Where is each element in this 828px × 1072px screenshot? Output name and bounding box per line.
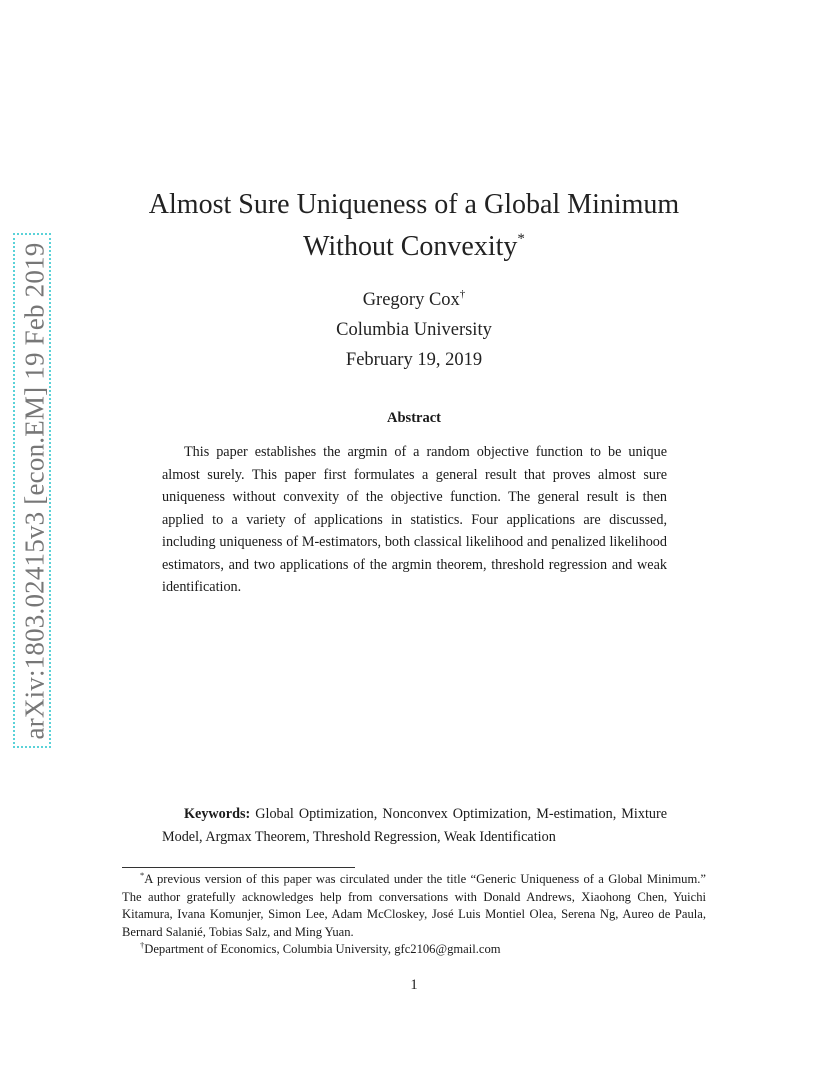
arxiv-identifier: arXiv:1803.02415v3 [econ.EM] 19 Feb 2019 [19,242,50,740]
keywords [162,803,667,848]
footnote-1-mark: * [140,870,145,880]
title-footnote-mark: * [517,231,525,247]
abstract-heading: Abstract [387,410,441,426]
author-name-line [150,285,678,315]
page-number: 1 [410,977,418,993]
author-block [150,285,678,375]
footnote-1 [122,871,706,941]
author-footnote-mark: † [459,288,466,300]
footnote-1-text: A previous version of this paper was circulated under the title “Generic Uniqueness of a Global Minimum.” The author gratefully acknowledges help from conversations with Donald Andrews, Xiaohong Chen, Yuichi Kitamura, Ivana Komunjer, Simon Lee, Adam McCloskey, José Luis Montiel Olea, Serena Ng, Aureo de Paula, Bernard Salanié, Tobias Salz, and Ming Yuan. [122,872,706,939]
footnote-rule [122,867,355,868]
title-line-1: Almost Sure Uniqueness of a Global Minimum [148,189,680,220]
footnotes [122,871,706,959]
footnote-2-mark: † [140,940,145,950]
footnote-2-text: Department of Economics, Columbia University, gfc2106@gmail.com [144,942,501,956]
keywords-text: Global Optimization, Nonconvex Optimization, M-estimation, Mixture Model, Argmax Theorem, Threshold Regression, Weak Identification [162,806,667,845]
title-line-2: Without Convexity [303,231,518,262]
author-name: Gregory Cox [362,290,460,310]
keywords-label: Keywords: [184,806,251,822]
paper-title [100,184,728,268]
paper-date: February 19, 2019 [345,350,483,370]
author-affiliation: Columbia University [336,320,492,340]
abstract-text: This paper establishes the argmin of a random objective function to be unique almost surely. This paper first formulates a general result that proves almost sure uniqueness without convexity of the objective function. The general result is then applied to a variety of applications in statistics. Four applications are discussed, including uniqueness of M-estimators, both classical likelihood and penalized likelihood estimators, and two applications of the argmin theorem, threshold regression and weak identification. [162,444,667,595]
footnote-2 [122,941,706,959]
